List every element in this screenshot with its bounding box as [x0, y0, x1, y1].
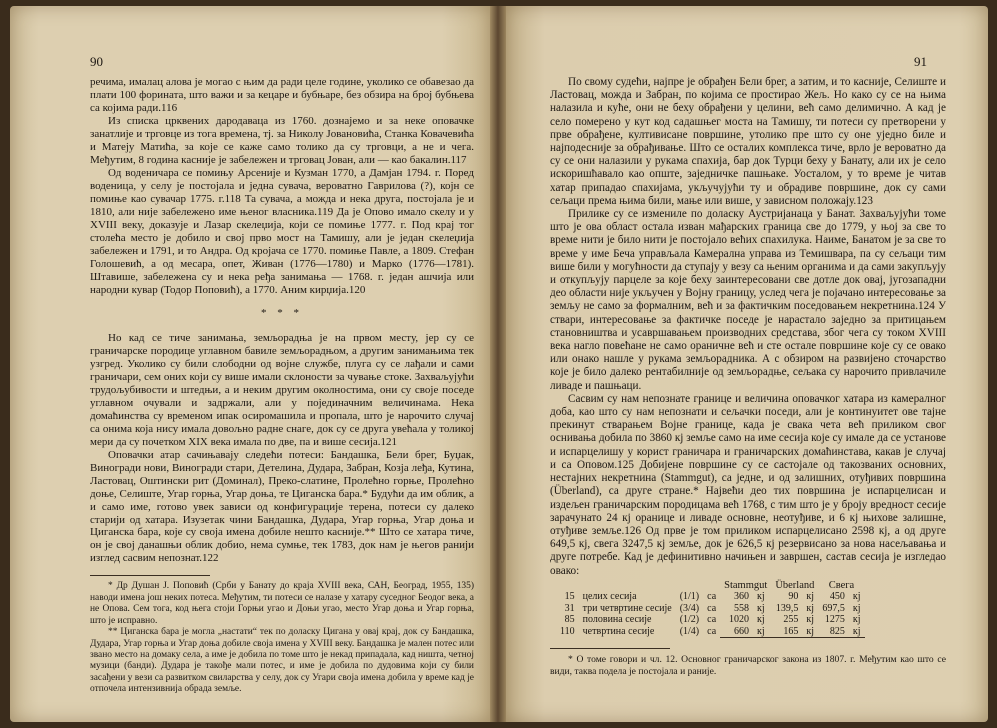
book-gutter: [490, 6, 506, 722]
table-cell: 558: [733, 602, 749, 614]
table-cell: 15: [564, 591, 575, 603]
table-cell: кј: [852, 591, 861, 603]
table-cell: (3/4): [679, 602, 700, 614]
table-cell: (1/2): [679, 614, 700, 626]
table-cell: кј: [852, 602, 861, 614]
paragraph: Но кад се тиче занимања, земљорадња је на првом месту, јер су се граничарске породице углавном бавиле земљорадњом, а другим занимањима тек узгред. Уколико су били слободни од војне службе, плугa су се лађали и сами граничари, сем оних који су више имали склоности за чување стоке. Захваљујући трудољубивости и штедњи, а и неким другим околностима, они су своје поседе углавном очували и задржали, али у појединачним величинама. Нека домаћинства су временом ипак осиромашила и пропала, што је нарочито случај са онима која нису имала довољно радне снаге, док су се друга увећала у толикој мери да су почетком XIX века имала по две, па и више сесија.121: [90, 331, 474, 448]
column-header: Свега: [828, 579, 855, 591]
table-cell: 660: [720, 626, 753, 638]
table-cell: кј: [852, 614, 861, 626]
table-cell: кј: [756, 614, 765, 626]
table-cell: 450: [829, 591, 845, 603]
page-number: 90: [90, 54, 103, 69]
column-header: Überland: [775, 579, 815, 591]
table-cell: 360: [733, 591, 749, 603]
table-cell: целих сесија: [582, 591, 637, 603]
table-cell: кј: [806, 614, 815, 626]
footnote: * О томе говори и чл. 12. Основног граничарског закона из 1807. г. Међутим као што се види, таква подела је постојала и раније.: [550, 654, 946, 677]
paragraph: Сасвим су нам непознате границе и величина оповачког хатара из камералног доба, као што су нам непознати и сељачки поседи, али је континуитет ове тајне прекинут стварањем Војне границе, када је свака чета већ приликом свог оснивања добила по 3860 кј земље само на име сесија које су имале да се установе и испарцелишу у корист граничара и граничарских домаћинстава, какав је случај и са Оповом.125 Добијене површине су се састојале од такозваних основних, нестајних некретнина (Stammgut), са једне, и од залишних, отуђивих површина (Überland), са друге стране.* Највећи део тих површина је испарцелисан и издељен граничарским породицама већ 1768, с тим што је у броју вредност сесије зарачунато 24 кј оранице и ливаде основне, неотуђиве, и 6 кј њихове залишне, отуђиве земље.126 Од прве је том приликом испарцелисано 2598 кј, а од друге 649,5 кј, свега 3247,5 кј земље, док је 626,5 кј резервисано за нова насељавања и друге потребе. Кад је дефинитивно начињен и завршен, састав сесија је изгледао овако:: [550, 392, 946, 577]
table-cell: кј: [802, 626, 818, 638]
table-cell: са: [707, 602, 717, 614]
column-header: Stammgut: [724, 579, 768, 591]
table-cell: кј: [806, 591, 815, 603]
table-cell: 31: [564, 602, 575, 614]
table-cell: 90: [788, 591, 799, 603]
paragraph: Прилике су се измениле по доласку Аустријанаца у Банат. Захваљујући томе што је ова област остала изван мађарских граница све до 1779, у њој за све то време нити је било нити је постојало већих спахилука. Наиме, Банатом је за све то време у име Беча управљала Камерална управа из Темишвара, па су сељаци тим више били у могућности да ступају у везу са њеним органима и да сами закупљују и откупљују парцеле за које беху заинтересовани све дотле док овај, југозападни део области није укључен у Војну границу, услед чега је појачано интересовање за земљу не само за формалним, већ и за фактичким поседовањем некретнина.124 У ствари, интересовање за фактичке поседе је нарастало заједно за притицањем становништва и усавршавањем производних средстава, због чега су током XVIII века нагло повећане не само ораничне већ и сте остале површине које су се овако или онако нашле у рукама земљорадника. А с обзиром на развијено сточарство које је било далеко рентабилније од земљорадње, сељака су нарочито привлачиле ливаде и пашњаци.: [550, 208, 946, 392]
table-cell: са: [707, 591, 717, 603]
left-page: [10, 6, 490, 722]
table-cell: са: [707, 625, 717, 637]
table-cell: кј: [753, 626, 771, 638]
table-cell: половина сесије: [582, 614, 652, 626]
paragraph: Оповачки атар сачињавају следећи потеси: Бандашка, Бели брег, Буџак, Виногради нови, Виногради стари, Детелина, Дудара, Забран, Козја леђа, Кутина, Ластовац, Оштински рит (Доминал), Преко-слатине, Пролећно горње, Пролећно доње, Селиште, Угар горња, Угар доња, те Циганска бара.* Будући да им облик, а и само име, готово увек зависи од конфигурације терена, потеси су далеко старији од хатара. Изузетак чини Бандашка, Дудара, Угар горња, Угар доња и Циганска бара, које су своја имена добиле нешто касније.** Што се хатара тиче, он је свој данашњи облик добио, нема сумње, тек 1783, док нам је његов ранији изглед сасвим непознат.122: [90, 448, 474, 565]
footnote-rule: [90, 575, 210, 576]
footnote: ** Циганска бара је могла „настати“ тек по доласку Цигана у овај крај, док су Бандашка, Дудара, Угар горња и Угар доња добиле своја имена у XVIII веку. Бандашка је мален потес или звано место на домаку села, а име је добила по томе што је некад припадала, кад ништа, четној музици (банди). Дудара је такође мали потес, и име је добила по дудовима који су били засађени у вези са развитком свиларства у селу, док су Угари своја имена добила у време кад је отпочела интензивнија обрада земље.: [90, 627, 474, 695]
table-row: [556, 614, 865, 626]
page-number: 91: [914, 54, 927, 69]
table-cell: кј: [756, 602, 765, 614]
table-cell: 110: [560, 625, 575, 637]
table-cell: кј: [849, 626, 865, 638]
right-page: [506, 6, 988, 722]
paragraph: Од воденичара се помињу Арсеније и Кузман 1770, а Дамјан 1794. г. Поред воденица, у селу је постојала и једна сувача, вероватно Гаврилова (?), којн се помиње као сувачар 1775. г.118 Та сувача, а можда и нека друга, постојала је и 1810, али није забележено име њеног власника.119 Да је Опово имало скелу и у XVIII веку, доказује и Лазар скелеџија, који се помиње 1777. г. Под крај тог столећа место је добило и свој прво мост на Тамишу, али је један скелеџија забележен и 1791, и то Андра. Од кројача се 1770. помиње Павле, а 1809. Стефан Голошевић, а од месара, опет, Живан (1776—1780) и Марко (1776—1781). Штавише, забележена су и нека ређа занимања — 1768. г. један ашчија или народни кувар (Тодор Поповић), а 1770. Аним кирџија.120: [90, 166, 474, 296]
table-cell: 85: [564, 614, 575, 626]
table-cell: три четвртине сесије: [582, 602, 672, 614]
paragraph: По свому судећи, најпре је обрађен Бели брег, а затим, и то касније, Селиште и Ластовац, можда и Забран, по којима се простирао Жељ. Но како су се на њима налазила и куће, они не беху обрађени у целини, већ само делимично. А кад је село померено у кут код садашњег моста на Тамишу, ти потеси су претворени у прве обрађене, култивисане површине, утолико пре што су оне уједно биле и најподесније за обрађивање. Што се осталих комплекса тиче, врло је вероватно да су се они налазили у рукама спахија, бар док Турци беху у Банату, али их је село искоришћавало као опште, заједничке пашњаке. Уосталом, у то време је читав хатар припадао спахијама, укључујући ту и обрадиве површине, док су сами сељаци према њима били, мање или више, у зависном положају.123: [550, 76, 946, 207]
table-cell: са: [707, 614, 717, 626]
paragraph: речима, ималац алова је могао с њим да ради целе године, уколико се обавезао да плати 100 форината, што важи и за кецаре и бубњаре, без обзира на број бубњева са којима ради.116: [90, 76, 474, 114]
table-cell: четвртина сесије: [582, 625, 655, 637]
table-cell: (1/1): [679, 591, 700, 603]
table-row: [556, 626, 865, 638]
table-cell: (1/4): [679, 625, 700, 637]
table-cell: кј: [806, 602, 815, 614]
sessions-table: [556, 580, 865, 639]
table-cell: 1020: [728, 614, 749, 626]
table-cell: 697,5: [822, 602, 845, 614]
paragraph: Из списка црквених дародаваца из 1760. дознајемо и за неке оповачке занатлије и трговце из тога времена, тј. за Николу Јовановића, Станка Ковачевића и Матеју Матића, за које се каже само толико да су трговци, а не и чега. Међутим, 8 година касније је забележен и трговац Јован, али — као бакалин.117: [90, 114, 474, 166]
page-body: [550, 76, 946, 677]
table-cell: 1275: [824, 614, 845, 626]
table-cell: 139,5: [775, 602, 799, 614]
section-separator: * * *: [261, 306, 303, 319]
table-header-row: [556, 580, 865, 592]
table-cell: 825: [818, 626, 849, 638]
table-cell: кј: [756, 591, 765, 603]
table-row: [556, 603, 865, 615]
table-cell: 165: [771, 626, 802, 638]
footnote-rule: [550, 648, 670, 649]
page-body: [90, 76, 474, 696]
footnote: * Др Душан Ј. Поповић (Срби у Банату до краја XVIII века, САН, Београд, 1955, 135) наводи имена још неких потеса. Међутим, ти потеси се налазе у хатару суседног Беодог века, а не Опова. Сем тога, код њега стоји Горњи угао и Доњи угао, место Угар доња и Угар горња, што је исправно.: [90, 581, 474, 626]
table-row: [556, 591, 865, 603]
table-cell: 255: [783, 614, 799, 626]
